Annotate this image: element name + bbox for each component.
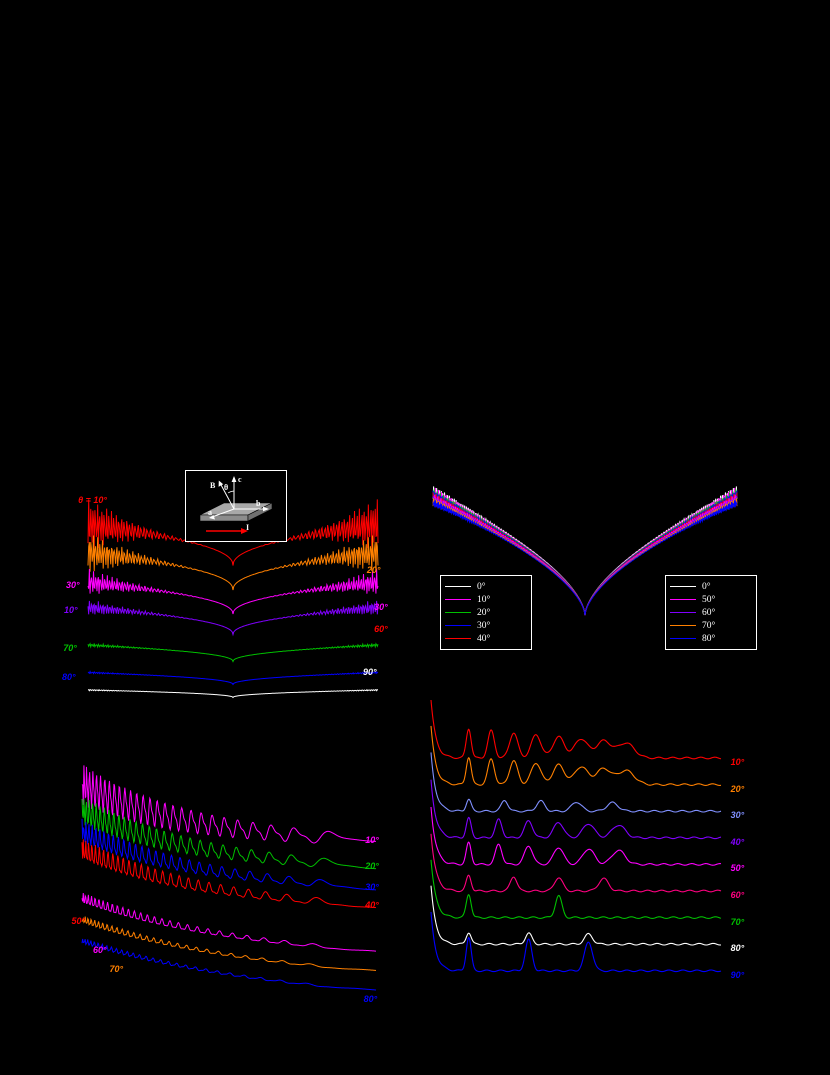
curve-label: 40° — [365, 900, 379, 911]
data-curve — [88, 671, 378, 684]
curve-label: 90° — [730, 969, 745, 980]
legend-label: 30° — [477, 620, 491, 631]
curve-label: 50° — [71, 916, 86, 927]
legend-label: 80° — [702, 633, 716, 644]
legend-label: 20° — [477, 607, 491, 618]
curve-label: 70° — [63, 642, 77, 653]
panel-b — [425, 470, 745, 700]
curve-label: 10° — [730, 757, 745, 767]
curve-label: 40° — [730, 836, 745, 847]
data-curve — [82, 917, 376, 971]
inset-label-a: a — [208, 508, 212, 517]
legend-swatch — [670, 638, 696, 639]
curve-label: 20° — [366, 565, 381, 576]
legend-label: 0° — [477, 581, 486, 592]
inset-label-B: B — [210, 481, 216, 490]
legend-label: 60° — [702, 607, 716, 618]
legend-label: 40° — [477, 633, 491, 644]
curve-label: 60° — [730, 890, 745, 900]
data-curve — [88, 536, 378, 590]
data-curve — [82, 839, 376, 907]
panel-d-plot — [425, 730, 745, 1010]
curve-label: 50° — [730, 863, 745, 874]
legend-swatch — [445, 599, 471, 600]
curve-label: 90° — [362, 666, 377, 677]
legend-swatch — [670, 599, 696, 600]
legend-item — [445, 606, 525, 619]
curve-label: 80° — [363, 994, 378, 1005]
data-curve — [82, 799, 376, 869]
legend-item — [670, 619, 750, 632]
legend-swatch — [670, 625, 696, 626]
curve-label: 30° — [730, 810, 745, 821]
crystal-orientation-inset — [185, 470, 287, 542]
panel-a — [60, 470, 390, 720]
legend-item — [445, 619, 525, 632]
curve-label: 30° — [365, 881, 379, 892]
curve-label: 30° — [65, 580, 80, 591]
legend-item — [445, 632, 525, 645]
data-curve — [88, 643, 378, 661]
curve-label: 60° — [374, 624, 388, 634]
legend-label: 50° — [702, 594, 716, 605]
curve-label: θ = 10° — [78, 495, 108, 506]
inset-label-I: I — [246, 523, 250, 532]
legend-item — [445, 593, 525, 606]
curve-label: 10° — [365, 835, 379, 846]
panel-b-legend-right — [665, 575, 757, 650]
data-curve — [82, 939, 376, 990]
legend-item — [670, 606, 750, 619]
curve-label: 20° — [365, 860, 379, 871]
inset-label-c: c — [238, 475, 242, 484]
panel-c — [60, 745, 390, 1010]
curve-label: 30° — [374, 601, 388, 612]
curve-label: 70° — [109, 963, 124, 974]
curve-label: 80° — [61, 671, 76, 682]
legend-swatch — [670, 586, 696, 587]
legend-swatch — [445, 625, 471, 626]
data-curve — [88, 690, 378, 698]
curve-label: 70° — [730, 916, 745, 927]
data-curve — [82, 893, 376, 951]
legend-item — [670, 632, 750, 645]
legend-swatch — [445, 612, 471, 613]
data-curve — [431, 860, 721, 919]
inset-label-b: b — [256, 499, 261, 508]
legend-swatch — [670, 612, 696, 613]
data-curve — [88, 569, 378, 614]
data-curve — [88, 601, 378, 635]
data-curve — [431, 700, 721, 759]
curve-label: 10° — [63, 605, 78, 616]
panel-d — [425, 730, 745, 1010]
curve-label: 80° — [730, 943, 745, 954]
legend-label: 0° — [702, 581, 711, 592]
curve-label: 60° — [93, 945, 107, 956]
data-curve — [431, 780, 721, 839]
data-curve — [431, 912, 721, 972]
inset-label-theta: θ — [224, 483, 229, 492]
legend-swatch — [445, 586, 471, 587]
legend-swatch — [445, 638, 471, 639]
curve-label: 20° — [730, 783, 745, 794]
legend-item — [445, 580, 525, 593]
panel-b-legend-left — [440, 575, 532, 650]
legend-item — [670, 580, 750, 593]
inset-diagram — [186, 471, 286, 541]
legend-item — [670, 593, 750, 606]
legend-label: 10° — [477, 594, 491, 605]
legend-label: 70° — [702, 620, 716, 631]
